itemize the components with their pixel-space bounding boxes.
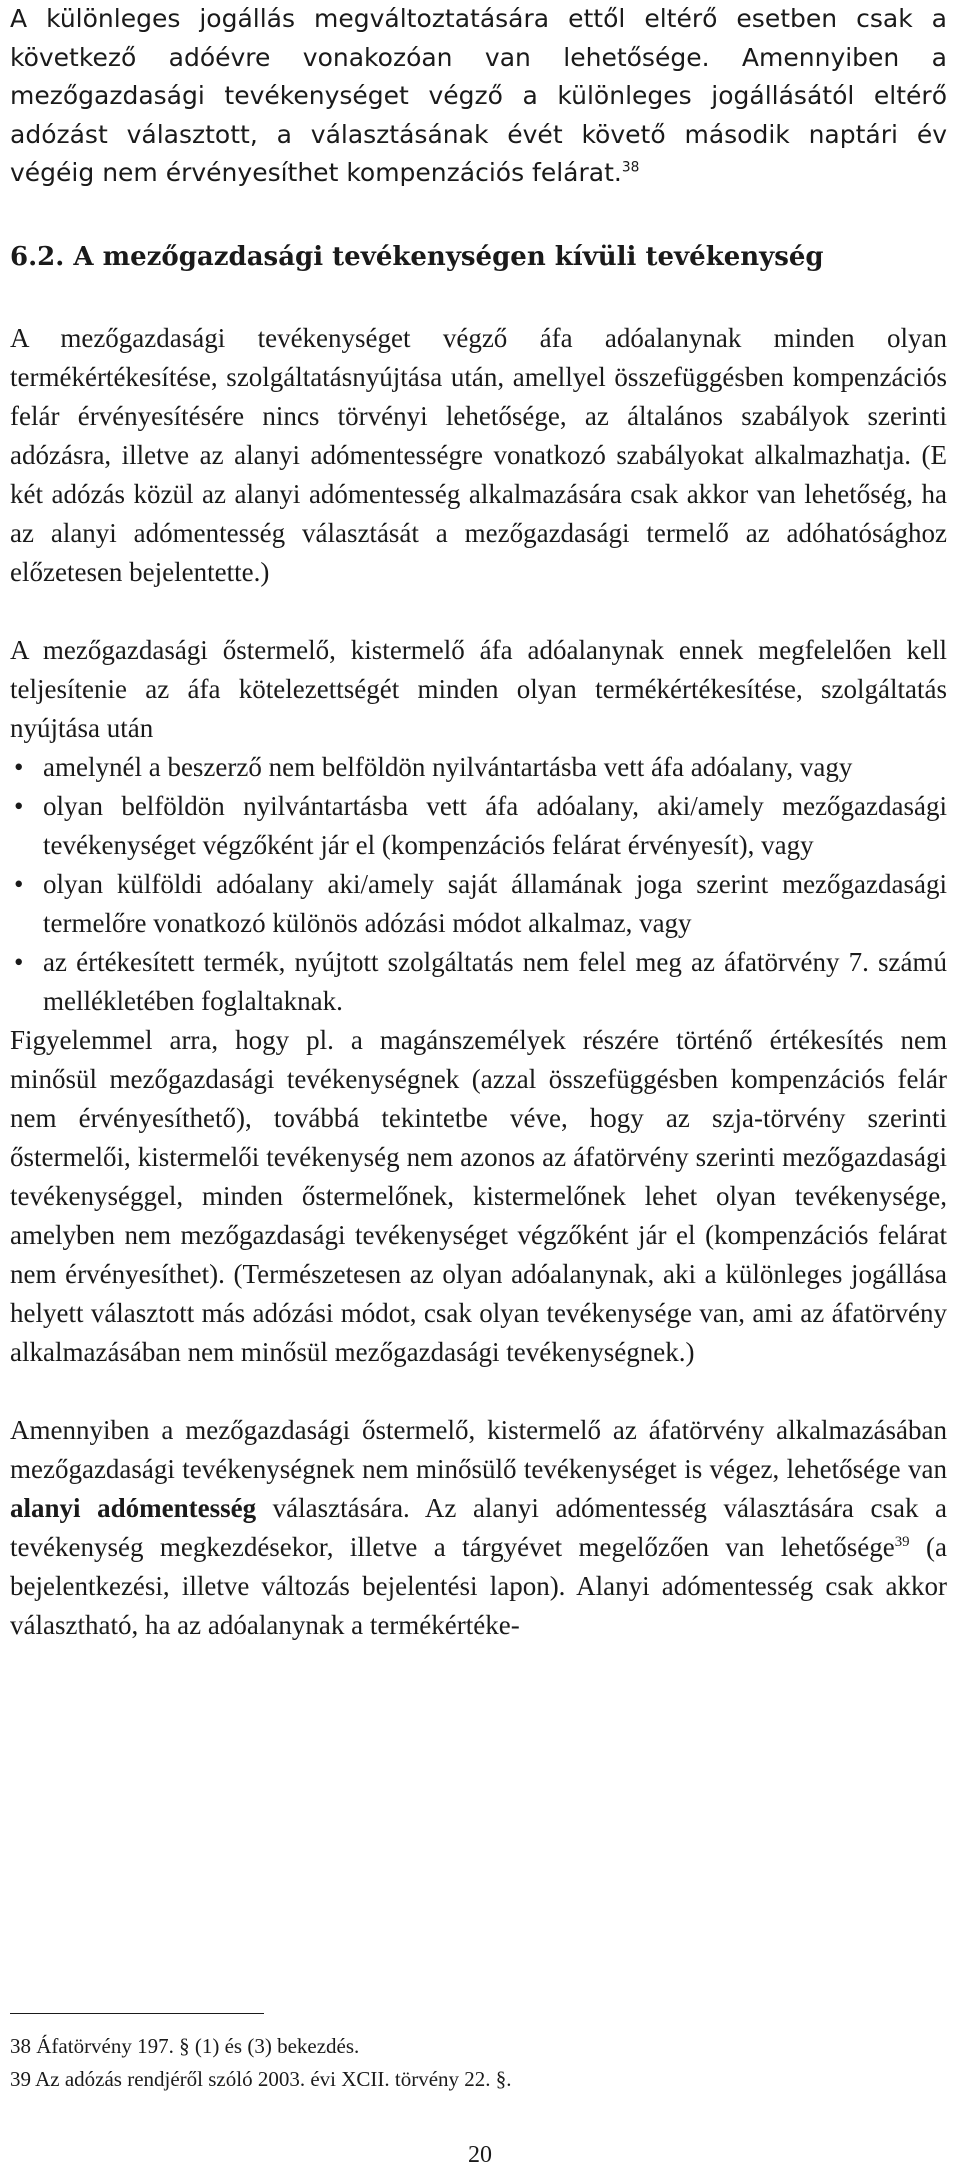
list-item-text: olyan külföldi adóalany aki/amely saját államának joga szerint mezőgazdasági termelőre vonatkozó különös adózási módot alkalmaz, vagy (43, 868, 947, 938)
bullet-icon: • (14, 868, 24, 899)
list-item-text: olyan belföldön nyilvántartásba vett áfa adóalany, aki/amely mezőgazdasági tevékenységet végzőként jár el (kompenzációs felárat érvényesít), vagy (43, 790, 947, 860)
paragraph-4 (10, 1411, 947, 1645)
section-number: 6.2. (10, 241, 65, 272)
paragraph-4-text-a: Amennyiben a mezőgazdasági őstermelő, kistermelő az áfatörvény alkalmazásában mezőgazdasági tevékenységnek nem minősülő tevékenységet is végez, lehetősége van (10, 1414, 947, 1484)
paragraph-4-text-c: (a bejelentkezési, illetve változás bejelentési lapon). Alanyi adómentesség csak akkor választható, ha az adóalanynak a termékértéke- (10, 1531, 947, 1640)
paragraph-4-bold: alanyi adómentesség (10, 1492, 257, 1523)
list-item (10, 748, 947, 787)
section-title: A mezőgazdasági tevékenységen kívüli tevékenység (73, 241, 824, 272)
list-item-text: az értékesített termék, nyújtott szolgáltatás nem felel meg az áfatörvény 7. számú mellékletében foglaltaknak. (43, 946, 947, 1016)
footnotes (10, 2030, 512, 2096)
list-item-text: amelynél a beszerző nem belföldön nyilvántartásba vett áfa adóalany, vagy (43, 751, 853, 782)
paragraph-3: Figyelemmel arra, hogy pl. a magánszemélyek részére történő értékesítés nem minősül mezőgazdasági tevékenységnek (azzal összefüggésben kompenzációs felár nem érvényesíthető), továbbá tekintetbe véve, hogy az szja-törvény szerinti őstermelői, kistermelői tevékenység nem azonos az áfatörvény szerinti mezőgazdasági tevékenységgel, minden őstermelőnek, kistermelőnek lehet olyan tevékenysége, amelyben nem mezőgazdasági tevékenységet végzőként jár el (kompenzációs felárat nem érvényesíthet). (Természetesen az olyan adóalanynak, aki a különleges jogállása helyett választott más adózási módot, csak olyan tevékenysége van, ami az áfatörvény alkalmazásában nem minősül mezőgazdasági tevékenységnek.) (10, 1024, 947, 1367)
footnote-38: 38 Áfatörvény 197. § (1) és (3) bekezdés. (10, 2034, 360, 2058)
section-heading (10, 237, 947, 277)
bullet-icon: • (14, 946, 24, 977)
page-number: 20 (468, 2142, 492, 2168)
paragraph-2: A mezőgazdasági őstermelő, kistermelő áfa adóalanynak ennek megfelelően kell teljesítenie az áfa kötelezettségét minden olyan termékértékesítése, szolgáltatás nyújtása után (10, 634, 947, 743)
footnote-ref-38[interactable]: 38 (621, 159, 640, 176)
paragraph-4-text-b: választására. Az alanyi adómentesség választására csak a tevékenység megkezdésekor, illetve a tárgyévet megelőzően van lehetősége (10, 1492, 948, 1562)
footnote-39: 39 Az adózás rendjéről szóló 2003. évi XCII. törvény 22. §. (10, 2067, 512, 2091)
paragraph-1: A mezőgazdasági tevékenységet végző áfa adóalanynak minden olyan termékértékesítése, szolgáltatásnyújtása után, amellyel összefüggésben kompenzációs felár érvényesítésére nincs törvényi lehetősége, az általános szabályok szerinti adózásra, illetve az alanyi adómentességre vonatkozó szabályokat alkalmazhatja. (E két adózás közül az alanyi adómentesség alkalmazására csak akkor van lehetőség, ha az alanyi adómentesség választását a mezőgazdasági termelő az adóhatósághoz előzetesen bejelentette.) (10, 322, 947, 587)
intro-text: A különleges jogállás megváltoztatására ettől eltérő esetben csak a következő adóévre vonakozóan van lehetősége. Amennyiben a mezőgazdasági tevékenységet végző a különleges jogállásától eltérő adózást választott, a választásának évét követő második naptári év végéig nem érvényesíthet kompenzációs felárat. (10, 4, 947, 187)
list-item (10, 787, 947, 865)
footnote-divider (10, 2013, 264, 2014)
bullet-list (10, 748, 947, 1021)
list-item (10, 943, 947, 1021)
bullet-icon: • (14, 790, 24, 821)
footnote-ref-39[interactable]: 39 (894, 1533, 910, 1550)
bullet-icon: • (14, 751, 24, 782)
list-item (10, 865, 947, 943)
intro-paragraph (10, 0, 947, 193)
